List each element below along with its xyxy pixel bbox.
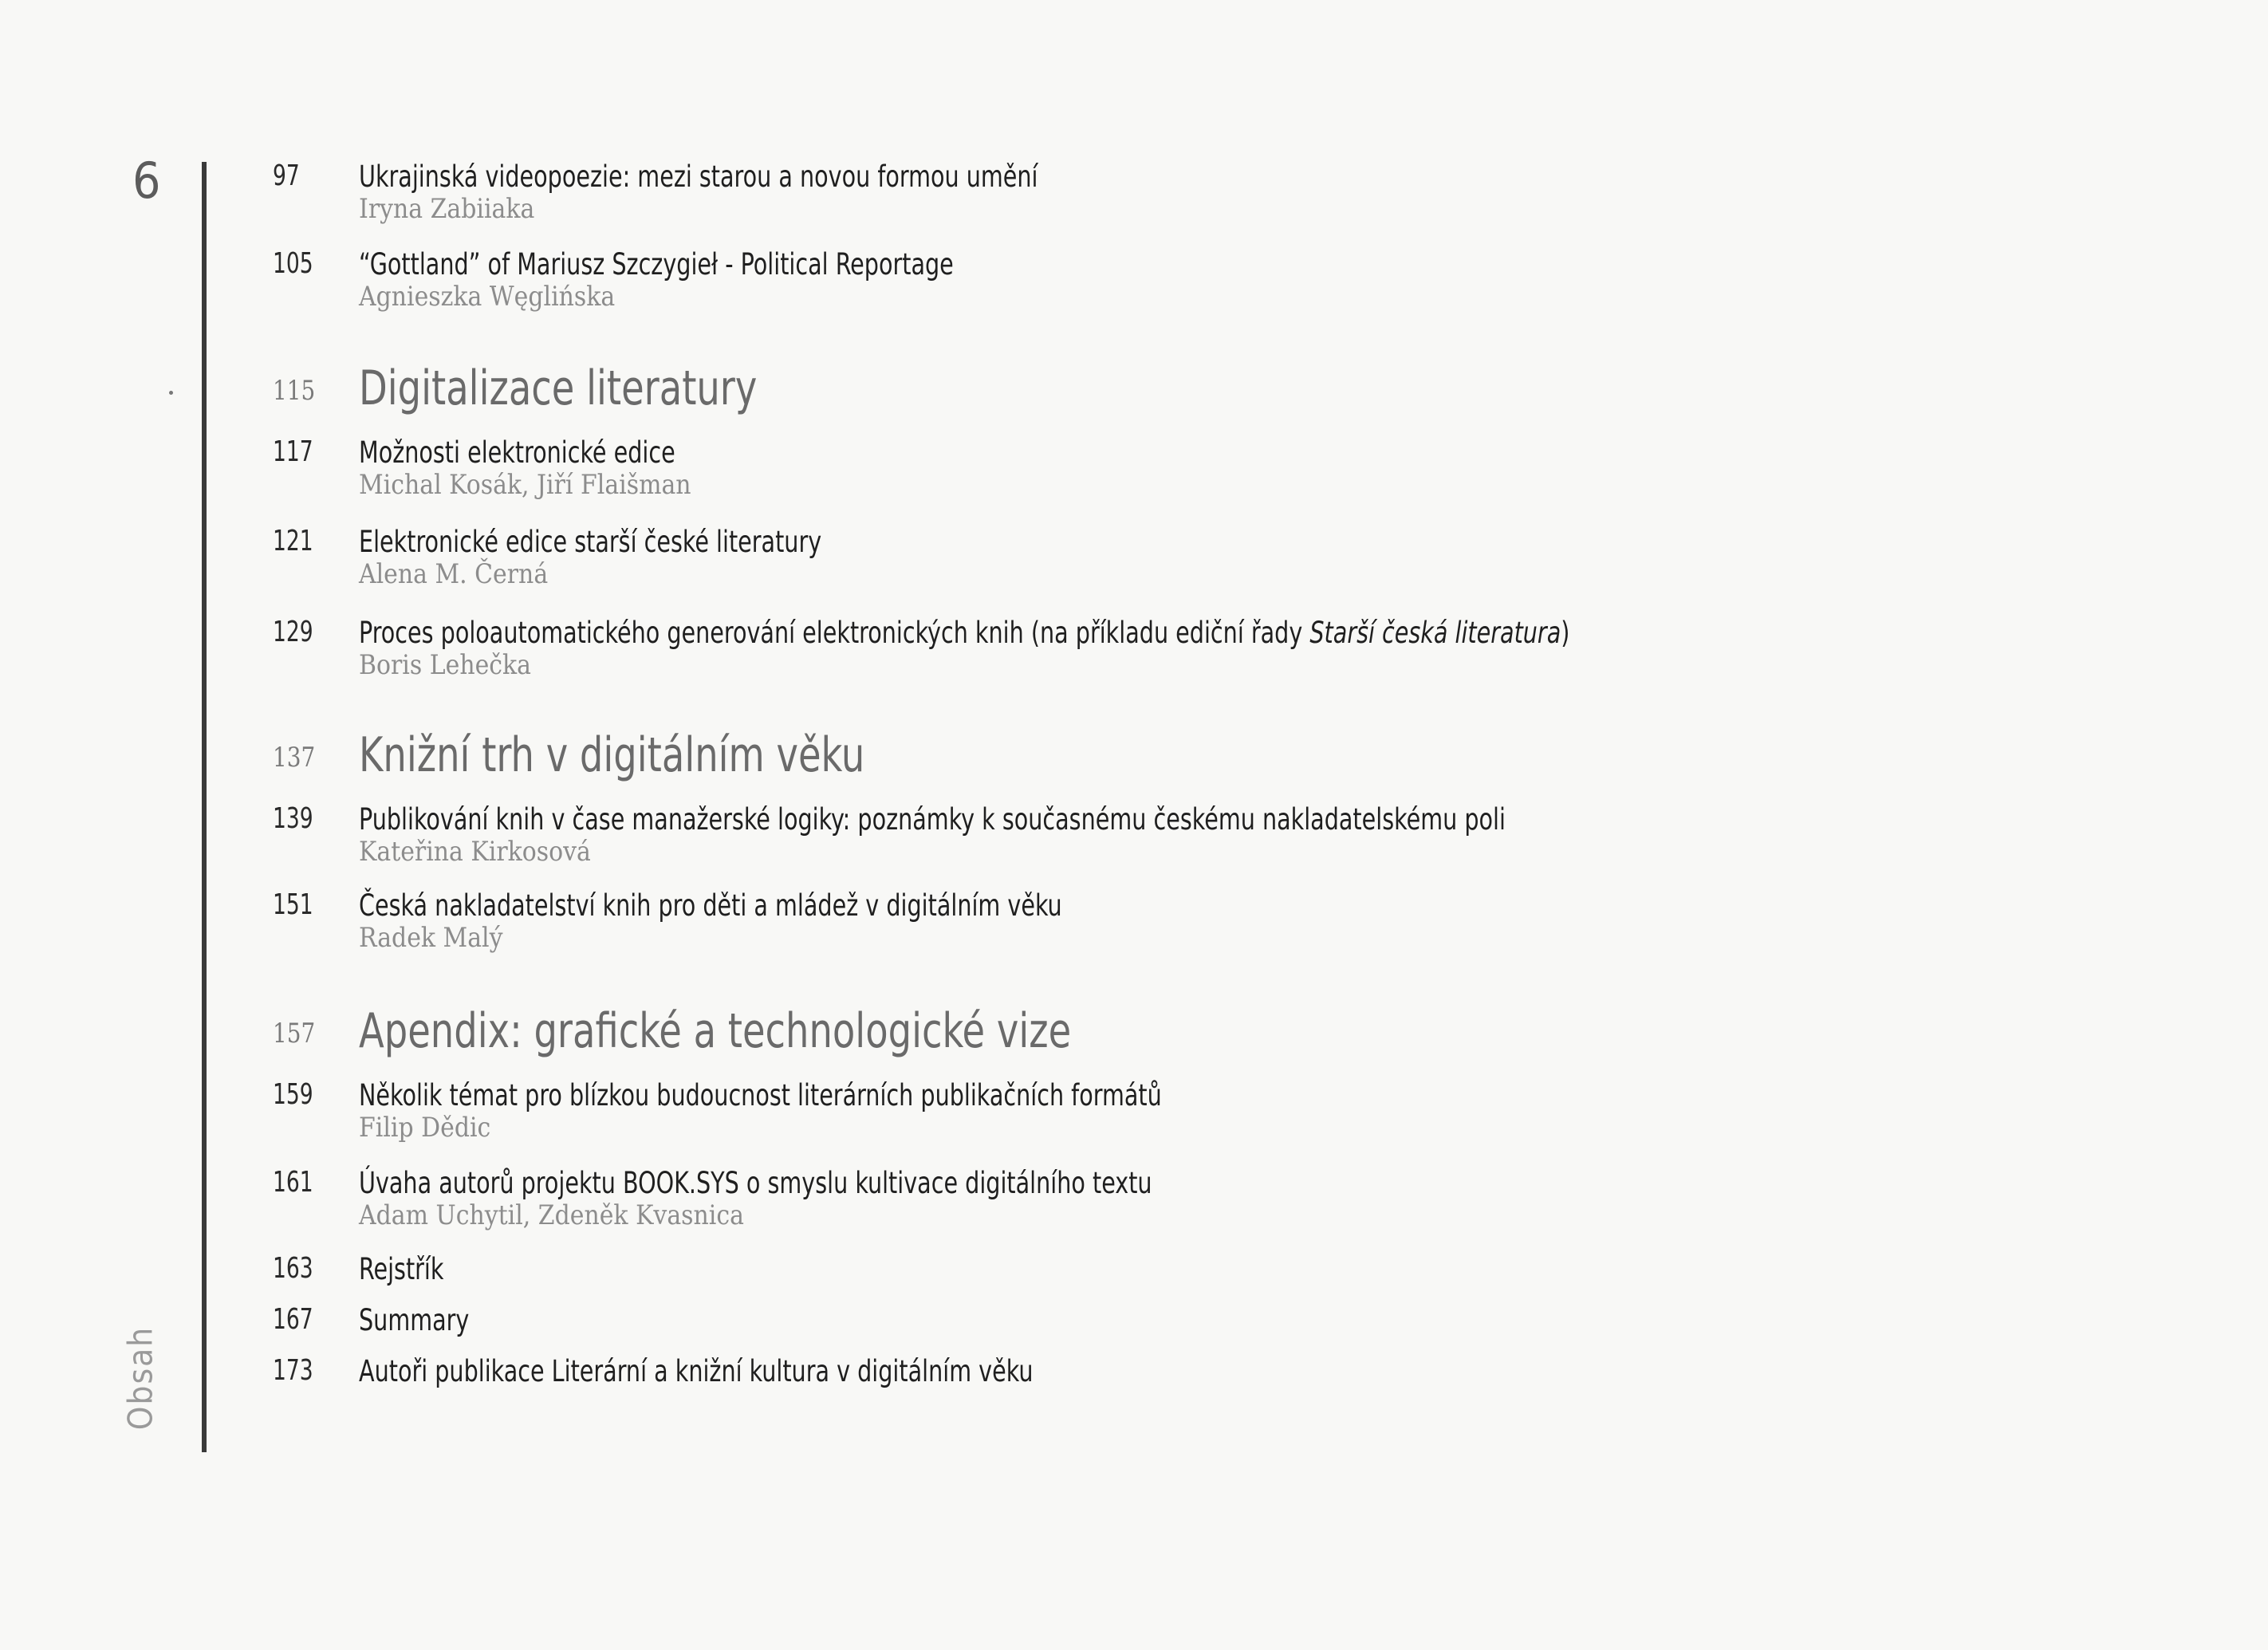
toc-title-end: ) bbox=[1561, 616, 1570, 650]
toc-page-number: 167 bbox=[273, 1303, 313, 1336]
toc-page-number: 115 bbox=[273, 375, 316, 407]
toc-page-number: 173 bbox=[273, 1354, 313, 1387]
toc-page-number: 105 bbox=[273, 247, 313, 280]
toc-section-title: Knižní trh v digitálním věku bbox=[359, 727, 865, 783]
toc-title-text: Proces poloautomatického generování elektronických knih (na příkladu ediční řady bbox=[359, 616, 1310, 650]
toc-page-number: 97 bbox=[273, 159, 300, 192]
toc-title: Česká nakladatelství knih pro děti a mládež v digitálním věku bbox=[359, 888, 1062, 923]
toc-title: “Gottland” of Mariusz Szczygieł - Political Reportage bbox=[359, 247, 954, 282]
toc-title bbox=[359, 616, 1569, 650]
toc-author: Boris Lehečka bbox=[359, 649, 532, 681]
toc-author: Kateřina Kirkosová bbox=[359, 836, 591, 868]
toc-author: Alena M. Černá bbox=[359, 558, 549, 590]
toc-page-number: 159 bbox=[273, 1078, 313, 1111]
page-number: 6 bbox=[132, 152, 161, 210]
toc-title: Publikování knih v čase manažerské logiky: poznámky k současnému českému nakladatelskému poli bbox=[359, 802, 1506, 837]
toc-title: Několik témat pro blízkou budoucnost literárních publikačních formátů bbox=[359, 1078, 1162, 1112]
toc-page-number: 151 bbox=[273, 888, 313, 921]
toc-section-title: Digitalizace literatury bbox=[359, 360, 758, 416]
toc-title: Ukrajinská videopoezie: mezi starou a novou formou umění bbox=[359, 159, 1038, 194]
toc-title: Rejstřík bbox=[359, 1252, 444, 1286]
toc-title: Úvaha autorů projektu BOOK.SYS o smyslu kultivace digitálního textu bbox=[359, 1166, 1152, 1200]
toc-page-number: 137 bbox=[273, 742, 316, 774]
toc-page-number: 157 bbox=[273, 1018, 316, 1049]
toc-title: Elektronické edice starší české literatury bbox=[359, 525, 822, 559]
toc-title: Možnosti elektronické edice bbox=[359, 435, 675, 470]
toc-page-number: 161 bbox=[273, 1166, 313, 1199]
toc-author: Adam Uchytil, Zdeněk Kvasnica bbox=[359, 1199, 744, 1231]
toc-author: Radek Malý bbox=[359, 922, 503, 954]
toc-title: Summary bbox=[359, 1303, 470, 1337]
toc-title: Autoři publikace Literární a knižní kultura v digitálním věku bbox=[359, 1354, 1034, 1388]
toc-author: Agnieszka Węglińska bbox=[359, 281, 616, 313]
toc-title-series: Starší česká literatura bbox=[1309, 616, 1561, 650]
toc-page-number: 121 bbox=[273, 525, 313, 557]
toc-author: Filip Dědic bbox=[359, 1112, 491, 1144]
toc-page-number: 163 bbox=[273, 1252, 313, 1285]
toc-author: Michal Kosák, Jiří Flaišman bbox=[359, 469, 691, 501]
toc-section-title: Apendix: grafické a technologické vize bbox=[359, 1003, 1072, 1059]
toc-page-number: 139 bbox=[273, 802, 313, 835]
section-label: Obsah bbox=[120, 1325, 160, 1431]
toc-page-number: 117 bbox=[273, 435, 313, 468]
toc-page-number: 129 bbox=[273, 616, 313, 648]
toc-author: Iryna Zabiiaka bbox=[359, 193, 535, 225]
